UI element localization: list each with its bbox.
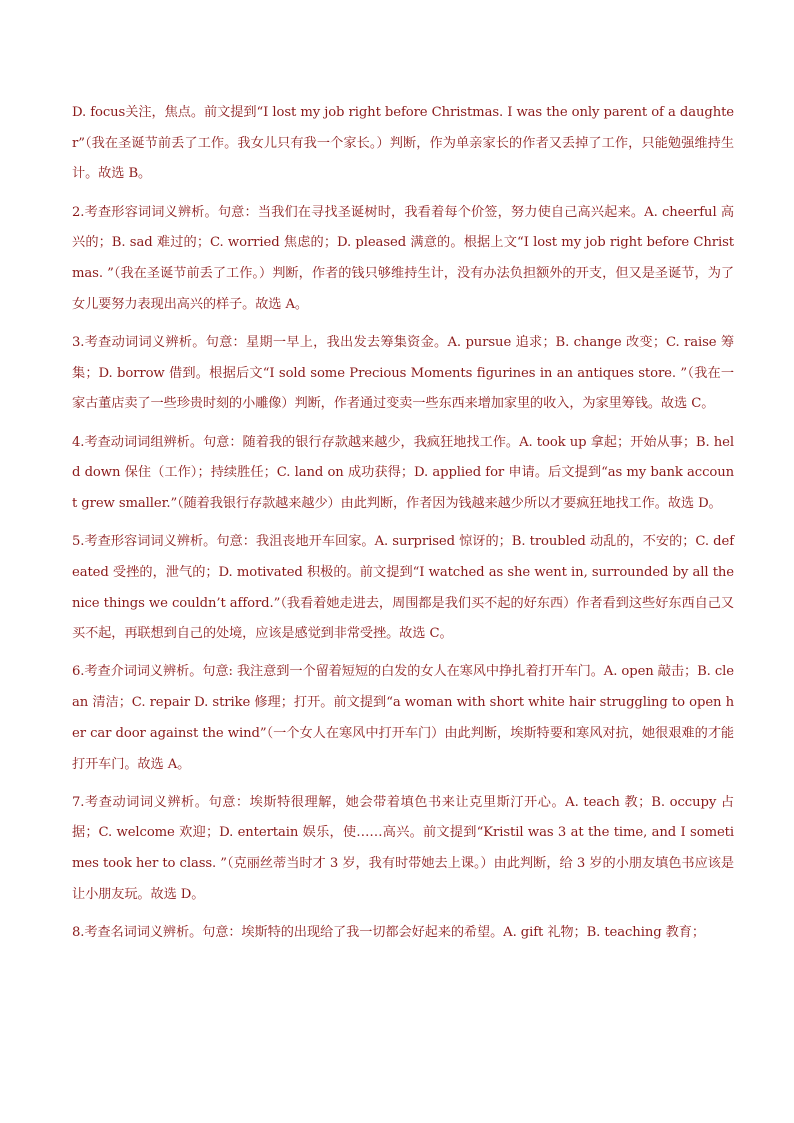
answer-explanation-1: D. focus关注，焦点。前文提到“I lost my job right before Christmas. I was the only parent of a daughter”（我在圣诞节前丢了工作。我女儿只有我一个家长。）判断，作为单亲家长的作者又丢掉了工作，只能勉强维持生计。故选 B。	[72, 105, 734, 182]
answer-explanation-3: 3.考查动词词义辨析。句意：星期一早上，我出发去筹集资金。A. pursue 追求；B. change 改变；C. raise 筹集；D. borrow 借到。根据后文“I sold some Precious Moments figurines in an antiques store. ”（我在一家古董店卖了一些珍贵时刻的小雕像）判断，作者通过变卖一些东西来增加家里的收入，为家里筹钱。故选 C。	[72, 334, 734, 412]
answer-explanation-6: 6.考查介词词义辨析。句意: 我注意到一个留着短短的白发的女人在寒风中挣扎着打开车门。A. open 敲击；B. clean 清洁；C. repair D. strike 修理；打开。前文提到“a woman with short white hair struggling to open her car door against the wind”（一个女人在寒风中打开车门）由此判断，埃斯特要和寒风对抗，她很艰难的才能打开车门。故选 A。	[72, 664, 734, 772]
answer-explanation-4: 4.考查动词词组辨析。句意：随着我的银行存款越来越少，我疯狂地找工作。A. took up 拿起；开始从事；B. held down 保住（工作）；持续胜任；C. land on 成功获得；D. applied for 申请。后文提到“as my bank account grew smaller.”（随着我银行存款越来越少）由此判断，作者因为钱越来越少所以才要疯狂地找工作。故选 D。	[72, 434, 734, 511]
answer-explanation-8: 8.考查名词词义辨析。句意：埃斯特的出现给了我一切都会好起来的希望。A. gift 礼物；B. teaching 教育；	[72, 925, 705, 941]
answer-explanation-5: 5.考查形容词词义辨析。句意：我沮丧地开车回家。A. surprised 惊讶的；B. troubled 动乱的，不安的；C. defeated 受挫的，泄气的；D. motivated 积极的。前文提到“I watched as she went in, surrounded by all the nice things we couldn’t afford.”（我看着她走进去，周围都是我们买不起的好东西）作者看到这些好东西自己又买不起，再联想到自己的处境，应该是感觉到非常受挫。故选 C。	[72, 534, 734, 642]
answer-explanation-2: 2.考查形容词词义辨析。句意：当我们在寻找圣诞树时，我看着每个价签，努力使自己高兴起来。A. cheerful 高兴的；B. sad 难过的；C. worried 焦虑的；D. pleased 满意的。根据上文“I lost my job right before Christmas. ”（我在圣诞节前丢了工作。）判断，作者的钱只够维持生计，没有办法负担额外的开支，但又是圣诞节，为了女儿要努力表现出高兴的样子。故选 A。	[72, 204, 734, 312]
answer-explanation-7: 7.考查动词词义辨析。句意：埃斯特很理解，她会带着填色书来让克里斯汀开心。A. teach 教；B. occupy 占据；C. welcome 欢迎；D. entertain 娱乐，使……高兴。前文提到“Kristil was 3 at the time, and I sometimes took her to class. ”（克丽丝蒂当时才 3 岁，我有时带她去上课。）由此判断，给 3 岁的小朋友填色书应该是让小朋友玩。故选 D。	[72, 794, 734, 902]
